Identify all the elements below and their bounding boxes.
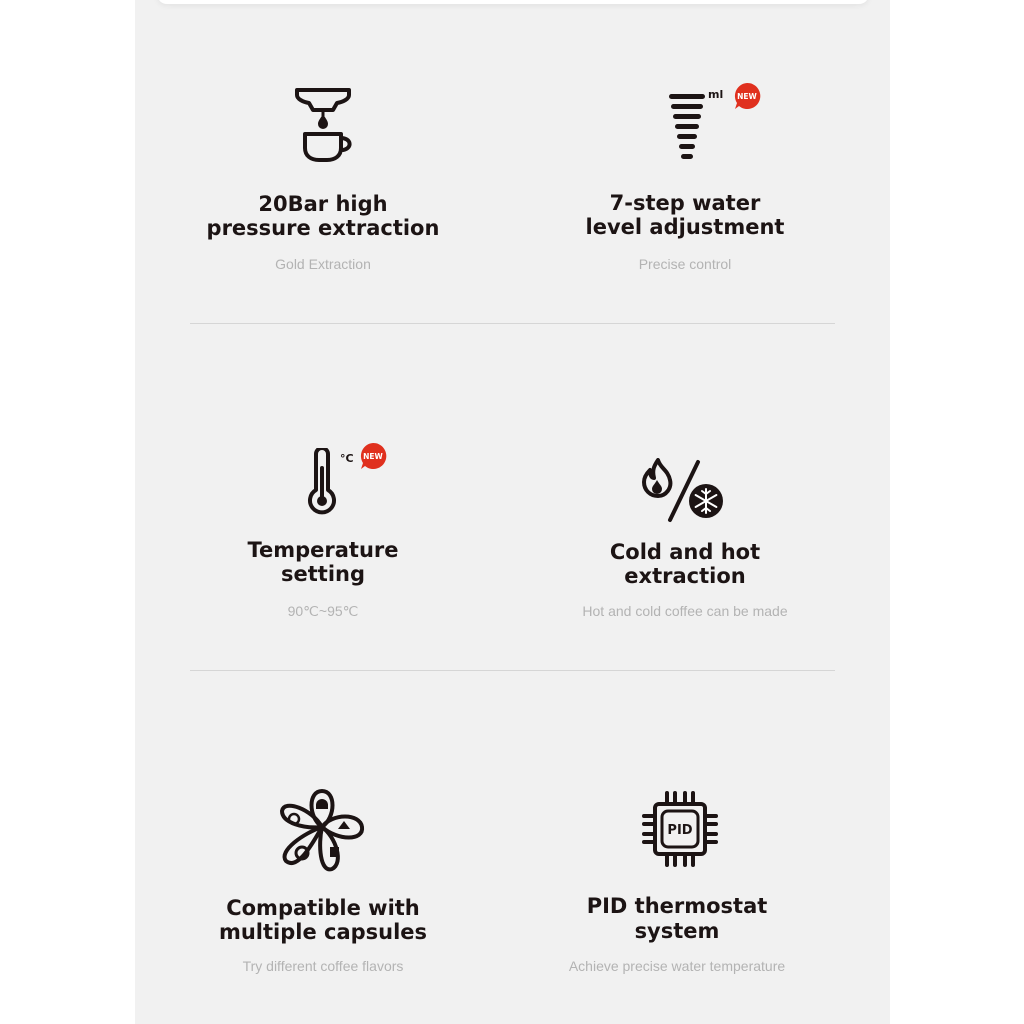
unit-label: ml [708, 88, 724, 101]
feature-title-line1: 7-step water [609, 191, 761, 215]
pid-chip-icon [641, 790, 719, 868]
feature-title-line2: level adjustment [585, 215, 785, 239]
feature-title-line1: Cold and hot [609, 540, 761, 564]
feature-title-line2: system [634, 919, 720, 943]
new-badge-label: NEW [363, 452, 383, 461]
thermometer-icon [306, 448, 338, 516]
feature-title-line2: multiple capsules [218, 920, 428, 944]
unit-label: °C [340, 452, 354, 465]
divider [190, 670, 835, 671]
chip-label: PID [667, 823, 693, 838]
feature-title-line1: 20Bar high [258, 192, 388, 216]
feature-subtitle: Achieve precise water temperature [568, 958, 786, 974]
capsules-flower-icon [278, 787, 366, 873]
feature-title-line2: setting [281, 562, 365, 586]
feature-subtitle: Hot and cold coffee can be made [582, 603, 788, 619]
feature-title-line2: extraction [624, 564, 746, 588]
feature-title-line2: pressure extraction [206, 216, 440, 240]
feature-subtitle: 90℃~95℃ [287, 603, 359, 619]
espresso-cup-icon [293, 86, 355, 166]
feature-subtitle: Gold Extraction [275, 256, 371, 272]
fire-snowflake-icon [642, 458, 728, 524]
feature-title-line1: Temperature [247, 538, 399, 562]
divider [190, 323, 835, 324]
feature-subtitle: Try different coffee flavors [242, 958, 404, 974]
feature-title-line1: Compatible with [226, 896, 420, 920]
new-badge [733, 82, 761, 108]
feature-subtitle: Precise control [638, 256, 732, 272]
feature-title-line1: PID thermostat [586, 894, 768, 918]
feature-panel [135, 0, 890, 1024]
top-edge [157, 0, 869, 4]
new-badge-label: NEW [737, 92, 757, 101]
water-level-icon [667, 92, 707, 168]
new-badge [359, 442, 387, 468]
